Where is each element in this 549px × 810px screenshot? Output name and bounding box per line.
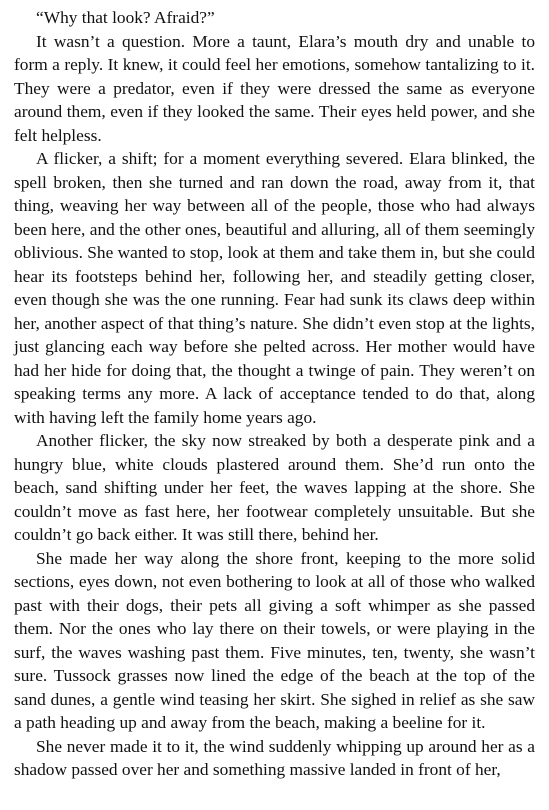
- paragraph-6: She never made it to it, the wind suddenly whipping up around her as a shadow passed over her and something massive landed in front of her,: [14, 736, 535, 779]
- paragraph-1: “Why that look? Afraid?”: [36, 8, 215, 27]
- paragraph-4: Another flicker, the sky now streaked by both a desperate pink and a hungry blue, white clouds plastered around them. She’d run onto the beach, sand shifting under her feet, the waves lapping at the shore. She couldn’t move as fast here, her footwear completely unsuitable. But she couldn’t go back either. It was still there, behind her.: [14, 431, 535, 544]
- paragraph-2: It wasn’t a question. More a taunt, Elara’s mouth dry and unable to form a reply. It knew, it could feel her emotions, somehow tantalizing to it. They were a predator, even if they were dressed the same as everyone around them, even if they looked the same. Their eyes held power, and she felt helpless.: [14, 31, 535, 145]
- paragraph-3: A flicker, a shift; for a moment everything severed. Elara blinked, the spell broken, then she turned and ran down the road, away from it, that thing, weaving her way between all of the people, those who had always been here, and the other ones, beautiful and alluring, all of them seemingly oblivious. She wanted to stop, look at them and take them in, but she could hear its footsteps behind her, following her, and steadily getting closer, even though she was the one running. Fear had sunk its claws deep within her, another aspect of that thing’s nature. She didn’t even stop at the lights, just glancing each way before she pelted across. Her mother would have had her hide for doing that, the thought a twinge of pain. They weren’t on speaking terms any more. A lack of acceptance tended to do that, along with having left the family home years ago.: [14, 149, 535, 427]
- paragraph-5: She made her way along the shore front, keeping to the more solid sections, eyes down, not even bothering to look at all of those who walked past with their dogs, their pets all giving a soft whimper as she passed them. Nor the ones who lay there on their towels, or were playing in the surf, the waves washing past them. Five minutes, ten, twenty, she wasn’t sure. Tussock grasses now lined the edge of the beach at the top of the sand dunes, a gentle wind teasing her skirt. She sighed in relief as she saw a path heading up and away from the beach, making a beeline for it.: [14, 548, 535, 732]
